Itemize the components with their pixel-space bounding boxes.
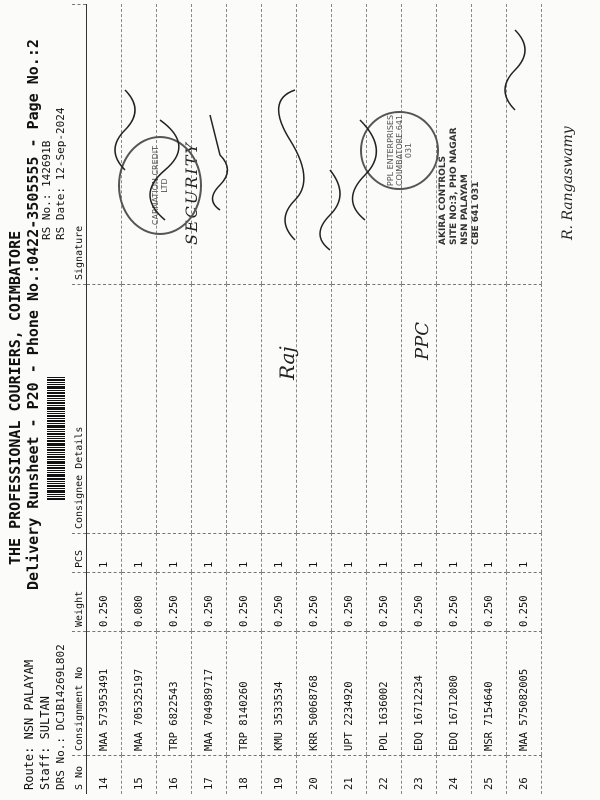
cell-weight: 0.250 (227, 573, 262, 632)
cell-sno: 22 (367, 756, 402, 795)
col-sno: S No (72, 756, 87, 795)
barcode-bar (47, 498, 65, 500)
cell-sno: 25 (472, 756, 507, 795)
cell-consignment: TRP 8140260 (227, 632, 262, 756)
barcode-bar (47, 400, 65, 401)
cell-weight: 0.250 (367, 573, 402, 632)
cell-pcs: 1 (437, 534, 472, 573)
col-weight: Weight (72, 573, 87, 632)
rs-number: RS No.: 142691B (40, 140, 53, 240)
runsheet-subtitle: Delivery Runsheet - P20 - Phone No.:0422-3505555 - Page No.:2 (24, 39, 42, 590)
col-signature: Signature (72, 5, 87, 285)
barcode-bar (47, 452, 65, 453)
barcode-bar (47, 454, 65, 455)
cell-consignment: KMU 3533534 (262, 632, 297, 756)
barcode-bar (47, 470, 65, 471)
route-label: Route: NSN PALAYAM (22, 659, 36, 790)
carnation-stamp: CARNATION CREDIT LTD (118, 136, 202, 235)
cell-weight: 0.250 (262, 573, 297, 632)
cell-pcs: 1 (402, 534, 437, 573)
barcode-bar (47, 449, 65, 451)
cell-pcs: 1 (87, 534, 122, 573)
barcode-bar (47, 415, 65, 417)
barcode-bar (47, 413, 65, 414)
drs-number: DRS No.: DCJB14269L802 (54, 644, 67, 790)
handwritten-raj: Raj (275, 346, 299, 380)
cell-consignment: POL 1636002 (367, 632, 402, 756)
col-consignee: Consignee Details (72, 285, 87, 534)
barcode-bar (47, 411, 65, 412)
handwritten-security: SECURITY (182, 141, 201, 245)
cell-pcs: 1 (157, 534, 192, 573)
cell-consignment: UPT 2234920 (332, 632, 367, 756)
cell-sno: 17 (192, 756, 227, 795)
cell-weight: 0.250 (507, 573, 542, 632)
company-title: THE PROFESSIONAL COURIERS, COIMBATORE (6, 230, 24, 565)
cell-consignment: EDQ 16712234 (402, 632, 437, 756)
barcode-bar (47, 392, 65, 394)
cell-consignment: MSR 7154640 (472, 632, 507, 756)
cell-pcs: 1 (122, 534, 157, 573)
cell-consignment: MAA 704989717 (192, 632, 227, 756)
cell-weight: 0.080 (122, 573, 157, 632)
cell-pcs: 1 (507, 534, 542, 573)
cell-weight: 0.250 (157, 573, 192, 632)
barcode-bar (47, 472, 65, 473)
barcode-bar (47, 382, 65, 383)
rs-date: RS Date: 12-Sep-2024 (54, 107, 67, 240)
barcode-bar (47, 407, 65, 410)
barcode-bar (47, 438, 65, 439)
cell-sno: 24 (437, 756, 472, 795)
cell-weight: 0.250 (437, 573, 472, 632)
enterprises-stamp: PPL ENTERPRISES COIMBATORE 641 031 (360, 111, 439, 190)
akira-line-4: CBE 641 031 (471, 181, 481, 245)
akira-line-3: NSN PALAYAM (460, 174, 470, 245)
cell-pcs: 1 (472, 534, 507, 573)
cell-sno: 20 (297, 756, 332, 795)
cell-pcs: 1 (367, 534, 402, 573)
barcode-bar (47, 402, 65, 404)
barcode-bar (47, 386, 65, 389)
barcode-bar (47, 483, 65, 484)
barcode-bar (47, 478, 65, 480)
barcode-bar (47, 433, 65, 435)
cell-pcs: 1 (297, 534, 332, 573)
barcode-bar (47, 390, 65, 391)
barcode-bar (47, 481, 65, 482)
barcode-bar (47, 440, 65, 442)
handwritten-ppc: PPC (412, 322, 433, 360)
cell-consignment: MAA 573953491 (87, 632, 122, 756)
cell-weight: 0.250 (402, 573, 437, 632)
barcode-bar (47, 490, 65, 493)
barcode-bar (47, 459, 65, 460)
barcode-bar (47, 467, 65, 469)
cell-sno: 19 (262, 756, 297, 795)
signature-row-26: R. Rangaswamy (560, 126, 576, 240)
cell-sno: 15 (122, 756, 157, 795)
barcode-bar (47, 456, 65, 458)
akira-line-2: SITE NO:3, PHO NAGAR (449, 127, 459, 245)
akira-line-1: AKIRA CONTROLS (438, 155, 448, 245)
barcode-bar (47, 488, 65, 489)
barcode (47, 280, 65, 500)
cell-sno: 21 (332, 756, 367, 795)
col-consignment: Consignment No (72, 632, 87, 756)
cell-sno: 14 (87, 756, 122, 795)
barcode-bar (47, 429, 65, 430)
cell-sno: 23 (402, 756, 437, 795)
barcode-bar (47, 496, 65, 497)
cell-weight: 0.250 (297, 573, 332, 632)
barcode-bar (47, 425, 65, 428)
barcode-bar (47, 377, 65, 378)
cell-weight: 0.250 (87, 573, 122, 632)
barcode-bar (47, 418, 65, 419)
signature-scribbles (95, 10, 595, 340)
barcode-bar (47, 447, 65, 448)
col-pcs: PCS (72, 534, 87, 573)
barcode-bar (47, 436, 65, 437)
cell-consignment: KRR 50068768 (297, 632, 332, 756)
cell-weight: 0.250 (192, 573, 227, 632)
cell-pcs: 1 (227, 534, 262, 573)
barcode-bar (47, 405, 65, 406)
cell-pcs: 1 (262, 534, 297, 573)
barcode-bar (47, 485, 65, 487)
cell-weight: 0.250 (472, 573, 507, 632)
cell-pcs: 1 (192, 534, 227, 573)
barcode-bar (47, 465, 65, 466)
barcode-bar (47, 420, 65, 422)
cell-sno: 16 (157, 756, 192, 795)
cell-pcs: 1 (332, 534, 367, 573)
barcode-bar (47, 494, 65, 495)
barcode-bar (47, 443, 65, 446)
cell-sno: 26 (507, 756, 542, 795)
barcode-bar (47, 395, 65, 397)
barcode-bar (47, 461, 65, 464)
barcode-bar (47, 423, 65, 424)
barcode-bar (47, 384, 65, 385)
cell-consignment: MAA 705325197 (122, 632, 157, 756)
barcode-bar (47, 379, 65, 381)
cell-consignment: TRP 6822543 (157, 632, 192, 756)
barcode-bar (47, 398, 65, 399)
barcode-bar (47, 431, 65, 432)
cell-weight: 0.250 (332, 573, 367, 632)
cell-consignment: MAA 575082005 (507, 632, 542, 756)
cell-consignment: EDQ 16712080 (437, 632, 472, 756)
barcode-bar (47, 474, 65, 477)
staff-label: Staff: SULTAN (38, 696, 52, 790)
cell-sno: 18 (227, 756, 262, 795)
